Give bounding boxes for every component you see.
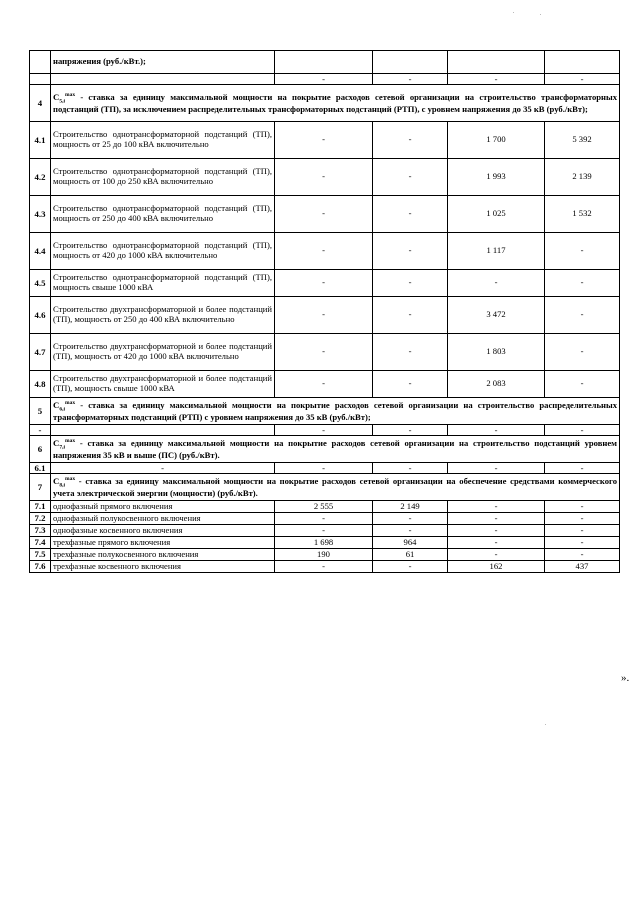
table-row <box>30 371 620 398</box>
rate-value-cell: - <box>275 74 373 85</box>
rate-value-cell: - <box>373 561 448 573</box>
closing-quote: ». <box>621 672 630 684</box>
rate-value-cell: - <box>373 74 448 85</box>
rate-value-cell: - <box>545 525 620 537</box>
row-number: 7.2 <box>30 513 51 525</box>
rate-value-cell: - <box>545 371 620 398</box>
rate-value-cell: - <box>545 233 620 270</box>
section-number: 5 <box>30 398 51 425</box>
section-header-row <box>30 436 620 463</box>
row-description: однофазный прямого включения <box>51 501 275 513</box>
row-number: 4.3 <box>30 196 51 233</box>
row-description: однофазный полукосвенного включения <box>51 513 275 525</box>
rate-subscript: 7,i <box>59 444 66 451</box>
rate-value-cell: - <box>448 525 545 537</box>
rate-value-cell <box>545 51 620 74</box>
row-number: 4.6 <box>30 297 51 334</box>
rate-symbol: C <box>53 475 60 486</box>
rate-value-cell: 1 532 <box>545 196 620 233</box>
rate-value-cell: - <box>545 297 620 334</box>
rate-value-cell: - <box>545 334 620 371</box>
rate-value-cell: - <box>373 371 448 398</box>
row-number <box>30 51 51 74</box>
rate-value-cell: - <box>373 270 448 297</box>
row-number: 4.2 <box>30 159 51 196</box>
rate-symbol: C <box>53 437 60 448</box>
rate-value-cell: - <box>275 425 373 436</box>
rate-value-cell: 1 700 <box>448 122 545 159</box>
rate-value-cell: 1 993 <box>448 159 545 196</box>
scan-speck <box>545 724 546 725</box>
scan-speck <box>540 14 541 15</box>
section-header-row <box>30 474 620 501</box>
row-number: 4.8 <box>30 371 51 398</box>
section-title <box>51 398 620 425</box>
rate-superscript: max <box>65 91 76 98</box>
row-description: Строительство однотрансформаторной подстанций (ТП), мощность от 250 до 400 кВА включительно <box>51 196 275 233</box>
rate-value-cell: - <box>275 196 373 233</box>
rate-value-cell: - <box>448 537 545 549</box>
row-number: 4.7 <box>30 334 51 371</box>
rate-value-cell: - <box>448 425 545 436</box>
rate-value-cell: - <box>545 549 620 561</box>
row-description: трехфазные прямого включения <box>51 537 275 549</box>
rate-value-cell: - <box>275 159 373 196</box>
section-title <box>51 474 620 501</box>
rate-value-cell: - <box>448 463 545 474</box>
row-number: 7.5 <box>30 549 51 561</box>
row-number: 4.4 <box>30 233 51 270</box>
tariff-rates-table <box>29 50 620 573</box>
section-number: 7 <box>30 474 51 501</box>
row-number: 4.1 <box>30 122 51 159</box>
scan-speck <box>513 12 514 13</box>
rate-value-cell: - <box>373 122 448 159</box>
rate-value-cell: - <box>448 501 545 513</box>
row-description: Строительство однотрансформаторной подстанций (ТП), мощность от 420 до 1000 кВА включительно <box>51 233 275 270</box>
rate-value-cell: - <box>275 513 373 525</box>
rate-value-cell: - <box>373 233 448 270</box>
rate-value-cell: 964 <box>373 537 448 549</box>
rate-value-cell: 190 <box>275 549 373 561</box>
row-number: 7.4 <box>30 537 51 549</box>
rate-value-cell: - <box>448 74 545 85</box>
rate-value-cell: 437 <box>545 561 620 573</box>
rate-value-cell: - <box>373 159 448 196</box>
rate-value-cell: 2 149 <box>373 501 448 513</box>
rate-value-cell: - <box>373 463 448 474</box>
rate-value-cell: - <box>373 425 448 436</box>
rate-value-cell: - <box>275 270 373 297</box>
row-number: 4.5 <box>30 270 51 297</box>
rate-subscript: 6,i <box>59 406 66 413</box>
section-number: 6 <box>30 436 51 463</box>
table-row <box>30 270 620 297</box>
section-text: - ставка за единицу максимальной мощности на покрытие расходов сетевой организации на строительство подстанций уровнем напряжения 35 кВ и выше (ПС) (руб./кВт). <box>53 437 617 460</box>
rate-value-cell: - <box>545 74 620 85</box>
rate-value-cell: 1 698 <box>275 537 373 549</box>
table-row <box>30 159 620 196</box>
rate-superscript: max <box>65 399 76 406</box>
rate-value-cell: 162 <box>448 561 545 573</box>
rate-value-cell: - <box>275 463 373 474</box>
rate-value-cell: 1 025 <box>448 196 545 233</box>
table-row <box>30 537 620 549</box>
row-number: 7.6 <box>30 561 51 573</box>
row-number: 6.1 <box>30 463 51 474</box>
table-row <box>30 463 620 474</box>
rate-value-cell: 61 <box>373 549 448 561</box>
rate-value-cell: - <box>275 122 373 159</box>
rate-value-cell: - <box>448 270 545 297</box>
row-description <box>51 425 275 436</box>
rate-value-cell: - <box>275 334 373 371</box>
rate-superscript: max <box>65 437 76 444</box>
rate-value-cell: - <box>373 334 448 371</box>
table-row <box>30 561 620 573</box>
row-number: 7.3 <box>30 525 51 537</box>
row-description: Строительство однотрансформаторной подстанций (ТП), мощность свыше 1000 кВА <box>51 270 275 297</box>
section-header-row <box>30 398 620 425</box>
row-description: - <box>51 463 275 474</box>
row-description: Строительство однотрансформаторной подстанций (ТП), мощность от 25 до 100 кВА включительно <box>51 122 275 159</box>
rate-value-cell: - <box>275 371 373 398</box>
row-description: однофазные косвенного включения <box>51 525 275 537</box>
section-title <box>51 436 620 463</box>
table-row <box>30 297 620 334</box>
rate-value-cell: - <box>545 425 620 436</box>
table-row <box>30 51 620 74</box>
rate-value-cell: - <box>448 549 545 561</box>
rate-value-cell <box>275 51 373 74</box>
row-number <box>30 74 51 85</box>
rate-value-cell: 2 139 <box>545 159 620 196</box>
rate-value-cell: - <box>448 513 545 525</box>
table-row <box>30 334 620 371</box>
table-row <box>30 196 620 233</box>
row-description: Строительство двухтрансформаторной и более подстанций (ТП), мощность от 250 до 400 кВА включительно <box>51 297 275 334</box>
rate-value-cell: 2 555 <box>275 501 373 513</box>
section-header-row <box>30 85 620 122</box>
rate-value-cell: - <box>373 525 448 537</box>
rate-subscript: 5,i <box>59 98 66 105</box>
table-row <box>30 74 620 85</box>
rate-value-cell: - <box>275 297 373 334</box>
rate-value-cell: - <box>545 270 620 297</box>
table-row <box>30 233 620 270</box>
rate-value-cell: - <box>275 525 373 537</box>
row-description <box>51 74 275 85</box>
rate-value-cell: 5 392 <box>545 122 620 159</box>
rate-value-cell: - <box>275 561 373 573</box>
rate-subscript: 8,i <box>59 482 66 489</box>
section-text: - ставка за единицу максимальной мощности на покрытие расходов сетевой организации на обеспечение средствами коммерческого учета электрической энергии (мощности) (руб./кВт). <box>53 475 617 498</box>
rate-value-cell: - <box>373 196 448 233</box>
table-row <box>30 122 620 159</box>
rate-value-cell: 1 803 <box>448 334 545 371</box>
rate-value-cell: 1 117 <box>448 233 545 270</box>
row-description: трехфазные полукосвенного включения <box>51 549 275 561</box>
rate-value-cell: - <box>373 513 448 525</box>
table-row <box>30 501 620 513</box>
section-text: - ставка за единицу максимальной мощности на покрытие расходов сетевой организации на строительство трансформаторных подстанций (ТП), за исключением распределительных трансформаторных подстанций (РТП), с уровнем напряжения до 35 кВ (руб./кВт); <box>53 91 617 114</box>
rate-symbol: C <box>53 91 60 102</box>
row-description: Строительство двухтрансформаторной и более подстанций (ТП), мощность от 420 до 1000 кВА включительно <box>51 334 275 371</box>
section-text: - ставка за единицу максимальной мощности на покрытие расходов сетевой организации на строительство распределительных трансформаторных подстанций (РТП) с уровнем напряжения до 35 кВ (руб./кВт); <box>53 399 617 422</box>
row-description: Строительство однотрансформаторной подстанций (ТП), мощность от 100 до 250 кВА включительно <box>51 159 275 196</box>
row-description: напряжения (руб./кВт.); <box>51 51 275 74</box>
rate-value-cell: 3 472 <box>448 297 545 334</box>
row-description: Строительство двухтрансформаторной и более подстанций (ТП), мощность свыше 1000 кВА <box>51 371 275 398</box>
rate-superscript: max <box>65 475 76 482</box>
row-description: трехфазные косвенного включения <box>51 561 275 573</box>
table-row <box>30 549 620 561</box>
table-row <box>30 513 620 525</box>
tariff-table-page <box>29 50 630 684</box>
rate-value-cell <box>373 51 448 74</box>
table-body <box>30 51 620 573</box>
rate-value-cell <box>448 51 545 74</box>
row-number: 7.1 <box>30 501 51 513</box>
rate-value-cell: - <box>275 233 373 270</box>
rate-value-cell: - <box>373 297 448 334</box>
table-row <box>30 525 620 537</box>
row-number: - <box>30 425 51 436</box>
rate-value-cell: - <box>545 513 620 525</box>
rate-value-cell: - <box>545 537 620 549</box>
rate-symbol: C <box>53 399 60 410</box>
section-number: 4 <box>30 85 51 122</box>
rate-value-cell: - <box>545 501 620 513</box>
rate-value-cell: 2 083 <box>448 371 545 398</box>
table-row <box>30 425 620 436</box>
rate-value-cell: - <box>545 463 620 474</box>
section-title <box>51 85 620 122</box>
